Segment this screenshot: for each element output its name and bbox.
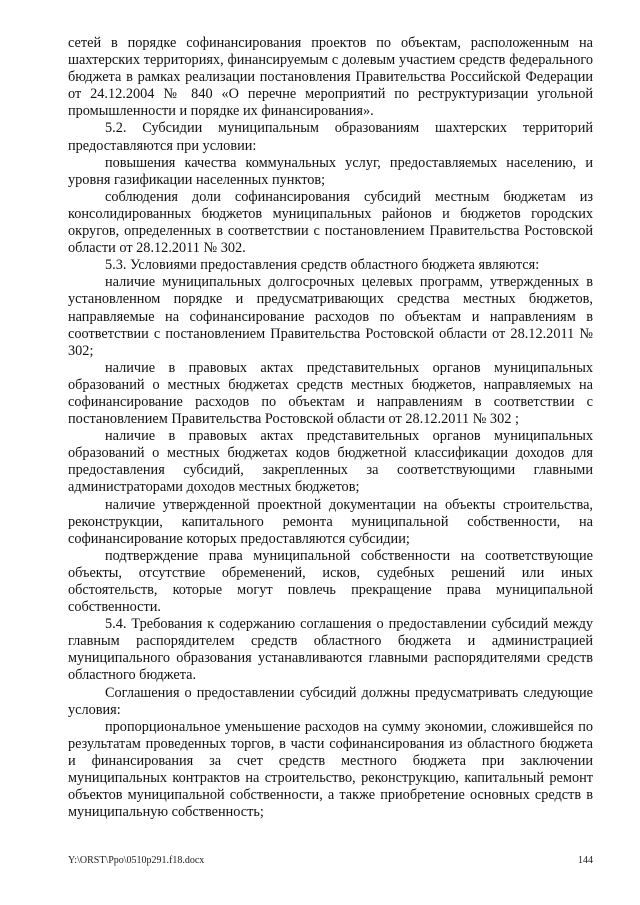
- paragraph: Соглашения о предоставлении субсидий должны предусматривать следующие условия:: [68, 684, 593, 718]
- paragraph: пропорциональное уменьшение расходов на сумму экономии, сложившейся по результатам проведенных торгов, в части софинансирования из областного бюджета и финансирования за счет средств местного бюджета при заключении муниципальных контрактов на строительство, реконструкцию, капитальный ремонт объектов муниципальной собственности, а также приобретение основных средств в муниципальную собственность;: [68, 718, 593, 821]
- paragraph-5-3: 5.3. Условиями предоставления средств областного бюджета являются:: [105, 257, 540, 274]
- paragraph-continuation: сетей в порядке софинансирования проектов по объектам, расположенным на шахтерских территориях, финансируемым с долевым участием средств федерального бюджета в рамках реализации постановления Правительства Российской Федерации от 24.12.2004 № 840 «О перечне мероприятий по реструктуризации угольной промышленности и порядке их финансирования».: [68, 35, 593, 120]
- page-number: 144: [578, 855, 593, 866]
- paragraph: подтверждение права муниципальной собственности на соответствующие объекты, отсутствие обременений, исков, судебных решений или иных обстоятельств, которые могут повлечь прекращение права муниципальной собственности.: [68, 547, 593, 616]
- paragraph: наличие в правовых актах представительных органов муниципальных образований о местных бюджетах кодов бюджетной классификации доходов для предоставления субсидий, закрепленных за соответствующими главными администраторами доходов местных бюджетов;: [68, 428, 593, 496]
- body-text: [68, 35, 593, 821]
- file-path: Y:\ORST\Ppo\0510p291.f18.docx: [68, 855, 205, 866]
- paragraph-5-2: 5.2. Субсидии муниципальным образованиям шахтерских территорий предоставляются при условии:: [68, 120, 593, 154]
- paragraph: соблюдения доли софинансирования субсидий местным бюджетам из консолидированных бюджетов муниципальных районов и бюджетов городских округов, определенных в соответствии с постановлением Правительства Ростовской области от 28.12.2011 № 302.: [68, 188, 593, 257]
- paragraph: наличие в правовых актах представительных органов муниципальных образований о местных бюджетах средств местных бюджетов, направляемых на софинансирование расходов по объектам и направлениям в соответствии с постановлением Правительства Ростовской области от 28.12.2011 № 302 ;: [68, 359, 593, 428]
- paragraph: наличие утвержденной проектной документации на объекты строительства, реконструкции, капитального ремонта муниципальной собственности, на софинансирование которых предоставляются субсидии;: [68, 496, 593, 547]
- paragraph: повышения качества коммунальных услуг, предоставляемых населению, и уровня газификации населенных пунктов;: [68, 154, 593, 188]
- paragraph-5-4: 5.4. Требования к содержанию соглашения о предоставлении субсидий между главным распорядителем средств областного бюджета и администрацией муниципального образования устанавливаются главными распорядителями средств областного бюджета.: [68, 616, 593, 684]
- paragraph: наличие муниципальных долгосрочных целевых программ, утвержденных в установленном порядке и предусматривающих средства местных бюджетов, направляемые на софинансирование расходов по объектам и направлениям в соответствии с постановлением Правительства Ростовской области от 28.12.2011 № 302;: [68, 274, 593, 359]
